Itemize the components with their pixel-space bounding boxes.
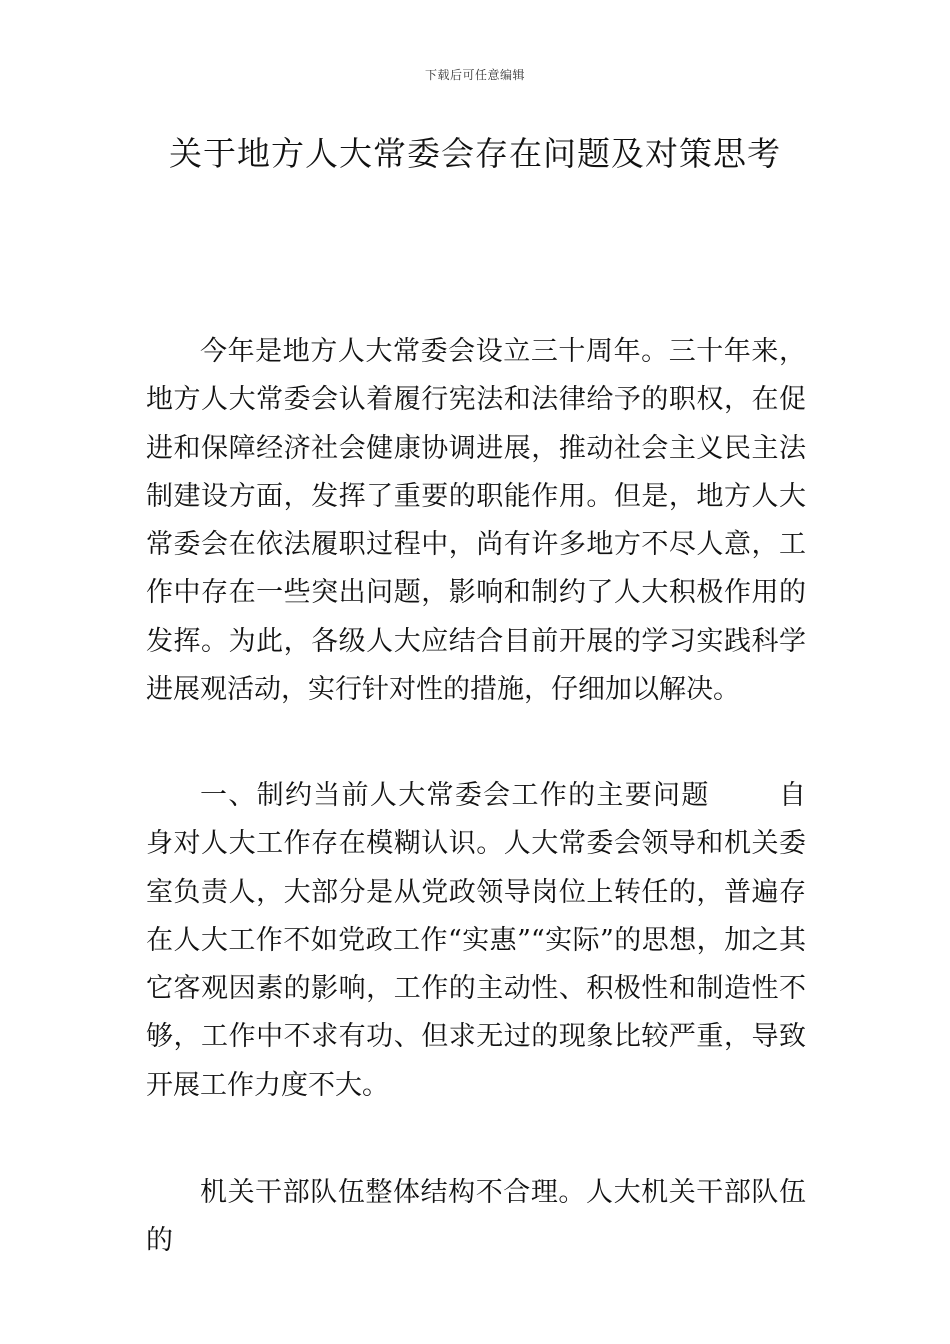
paragraph-intro: 今年是地方人大常委会设立三十周年。三十年来，地方人大常委会认着履行宪法和法律给予的职权，在促进和保障经济社会健康协调进展，推动社会主义民主法制建设方面，发挥了重要的职能作用。但是，地方人大常委会在依法履职过程中，尚有许多地方不尽人意，工作中存在一些突出问题，影响和制约了人大积极作用的发挥。为此，各级人大应结合目前开展的学习实践科学进展观活动，实行针对性的措施，仔细加以解决。 xyxy=(146,336,806,706)
section-heading: 一、制约当前人大常委会工作的主要问题 xyxy=(200,780,710,811)
paragraph-cadre-structure: 机关干部队伍整体结构不合理。人大机关干部队伍的 xyxy=(146,1177,806,1257)
paragraph-section-one xyxy=(146,772,806,1110)
document-title: 关于地方人大常委会存在问题及对策思考 xyxy=(169,134,781,173)
section-body: 自身对人大工作存在模糊认识。人大常委会领导和机关委室负责人，大部分是从党政领导岗位上转任的，普遍存在人大工作不如党政工作“实惠”“实际”的思想，加之其它客观因素的影响，工作的主动性、积极性和制造性不够，工作中不求有功、但求无过的现象比较严重，导致开展工作力度不大。 xyxy=(146,780,807,1101)
header-note: 下载后可任意编辑 xyxy=(424,68,525,82)
